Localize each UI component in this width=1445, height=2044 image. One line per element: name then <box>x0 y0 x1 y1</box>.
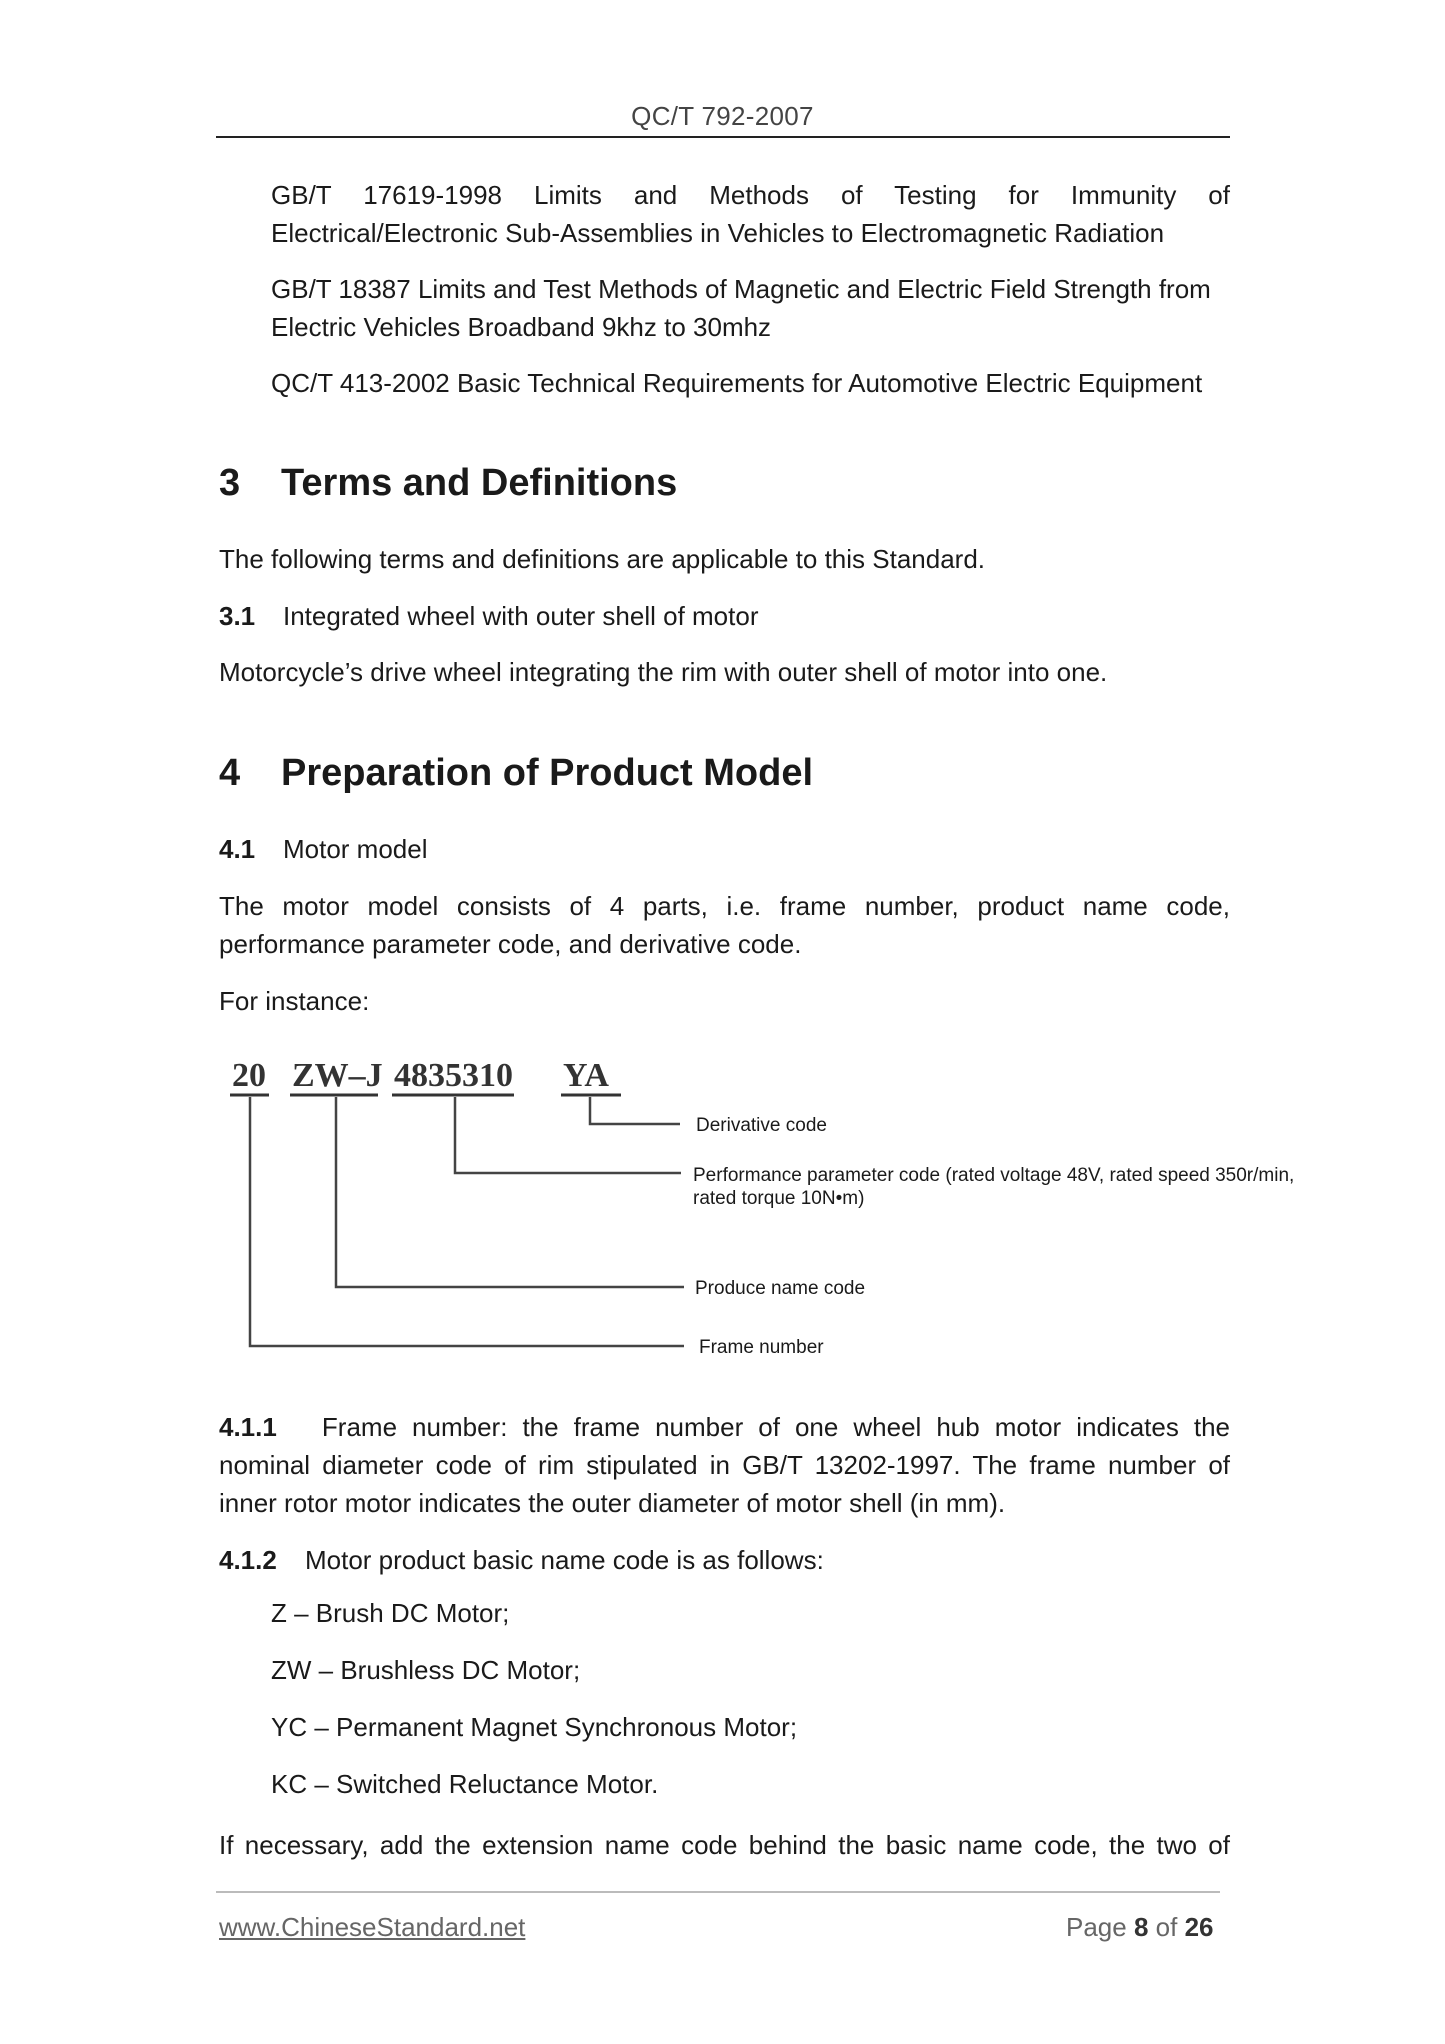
term-3-1 <box>219 597 758 635</box>
for-instance-label: For instance: <box>219 986 370 1016</box>
leader-derivative <box>590 1097 680 1124</box>
term-3-1-number: 3.1 <box>219 601 256 631</box>
clause-4-1-1-line1 <box>219 1408 1230 1446</box>
section-4-title: Preparation of Product Model <box>281 752 814 794</box>
reference-gbt18387-line1: GB/T 18387 Limits and Test Methods of Magnetic and Electric Field Strength from <box>271 274 1211 304</box>
leader-performance <box>455 1097 681 1173</box>
motor-model-desc-line1: The motor model consists of 4 parts, i.e. frame number, product name code, <box>219 891 1230 921</box>
term-3-1-title: Integrated wheel with outer shell of motor <box>283 601 759 631</box>
footer-divider <box>216 1891 1220 1893</box>
label-frame-number: Frame number <box>699 1337 824 1358</box>
page-header-title: QC/T 792-2007 <box>631 101 814 131</box>
extension-code-line: If necessary, add the extension name code behind the basic name code, the two of <box>219 1830 1230 1860</box>
page-prefix: Page <box>1066 1912 1127 1942</box>
code-list-item: YC – Permanent Magnet Synchronous Motor; <box>271 1712 798 1742</box>
subsection-4-1-title: Motor model <box>283 834 428 864</box>
motor-model-diagram <box>216 1040 1326 1360</box>
clause-4-1-2-text: Motor product basic name code is as follows: <box>305 1545 824 1575</box>
clause-4-1-2-number: 4.1.2 <box>219 1545 277 1575</box>
clause-4-1-1-line3: inner rotor motor indicates the outer diameter of motor shell (in mm). <box>219 1488 1006 1518</box>
clause-4-1-1-text-line1: Frame number: the frame number of one wheel hub motor indicates the <box>321 1412 1230 1442</box>
code-list-item: KC – Switched Reluctance Motor. <box>271 1769 659 1799</box>
section-3-heading <box>219 462 677 505</box>
page-of: of <box>1155 1912 1178 1942</box>
subsection-4-1-number: 4.1 <box>219 834 256 864</box>
subsection-4-1 <box>219 830 428 868</box>
reference-gbt17619-line1: GB/T 17619-1998 Limits and Methods of Testing for Immunity of <box>271 180 1230 210</box>
section-3-title: Terms and Definitions <box>281 462 678 504</box>
page-current: 8 <box>1133 1912 1149 1942</box>
reference-qct413: QC/T 413-2002 Basic Technical Requirements for Automotive Electric Equipment <box>271 368 1203 398</box>
code-list-item: Z – Brush DC Motor; <box>271 1598 510 1628</box>
clause-4-1-1-number: 4.1.1 <box>219 1412 277 1442</box>
footer-website-link[interactable]: www.ChineseStandard.net <box>219 1912 526 1942</box>
section-4-heading <box>219 752 813 795</box>
leader-product-name <box>336 1097 684 1287</box>
clause-4-1-2 <box>219 1541 824 1579</box>
page-total: 26 <box>1184 1912 1214 1942</box>
diagram-code-derivative: YA <box>563 1057 609 1094</box>
reference-gbt18387-line2: Electric Vehicles Broadband 9khz to 30mhz <box>271 312 772 342</box>
footer-page-indicator <box>1066 1912 1214 1943</box>
section-4-number: 4 <box>219 752 241 794</box>
term-3-1-definition: Motorcycle’s drive wheel integrating the rim with outer shell of motor into one. <box>219 657 1108 687</box>
leader-frame <box>250 1097 684 1346</box>
clause-4-1-1-line2: nominal diameter code of rim stipulated in GB/T 13202-1997. The frame number of <box>219 1450 1230 1480</box>
section-3-number: 3 <box>219 462 241 504</box>
motor-model-desc-line2: performance parameter code, and derivative code. <box>219 929 802 959</box>
reference-gbt17619-line2: Electrical/Electronic Sub-Assemblies in Vehicles to Electromagnetic Radiation <box>271 218 1165 248</box>
header-divider <box>216 136 1230 138</box>
code-list-item: ZW – Brushless DC Motor; <box>271 1655 581 1685</box>
label-product-name-code: Produce name code <box>695 1278 866 1299</box>
diagram-code-frame: 20 <box>232 1057 266 1094</box>
label-derivative-code: Derivative code <box>696 1115 827 1136</box>
section-3-intro: The following terms and definitions are applicable to this Standard. <box>219 544 985 574</box>
label-performance-line1: Performance parameter code (rated voltage 48V, rated speed 350r/min, <box>693 1165 1295 1186</box>
diagram-code-product-name: ZW–J <box>292 1057 383 1094</box>
diagram-code-performance: 4835310 <box>394 1057 513 1094</box>
label-performance-line2: rated torque 10N•m) <box>693 1188 865 1209</box>
